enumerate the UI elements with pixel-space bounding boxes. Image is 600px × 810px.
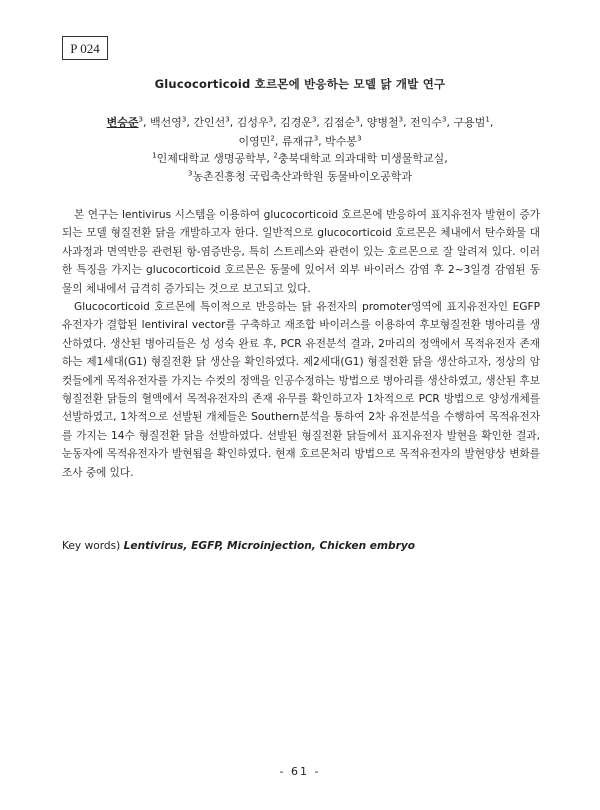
affiliation: 충북대학교 의과대학 미생물학교실,	[277, 152, 448, 165]
author: 이영민	[238, 135, 271, 148]
author-affiliation-mark: 3	[268, 115, 274, 124]
author: 류재규	[281, 135, 314, 148]
affiliation: 농촌진흥청 국립축산과학원 동물바이오공학과	[192, 170, 412, 183]
affiliation-mark: 3	[188, 169, 193, 178]
author: 양병철	[366, 116, 399, 129]
author: 간인선	[193, 116, 226, 129]
author: 백선영	[149, 116, 182, 129]
author-affiliation-mark: 3	[313, 134, 319, 143]
author: 박수봉	[325, 135, 358, 148]
page-number: - 61 -	[279, 765, 321, 778]
author-affiliation-mark: 1	[485, 115, 490, 124]
affiliation-list	[60, 150, 540, 186]
author-affiliation-mark: 3	[181, 115, 187, 124]
author: 전익수	[410, 116, 443, 129]
first-author: 변승준	[106, 116, 139, 129]
abstract-paragraph: Glucocorticoid 호르몬에 특이적으로 반응하는 닭 유전자의 promoter영역에 표지유전자인 EGFP 유전자가 결합된 lentiviral vector를 구축하고 재조합 바이러스를 이용하여 후보형질전환 병아리를 생산하였다. 생산된 병아리들은 성 성숙 완료 후, PCR 유전분석 결과, 2마리의 정액에서 목적유전자 존재하는 제1세대(G1) 형질전환 닭 생산을 확인하였다. 제2세대(G1) 형질전환 닭을 생산하고자, 정상의 암컷들에게 목적유전자를 가지는 수컷의 정액을 인공수정하는 방법으로 병아리를 생산하였고, 생산된 후보형질전환 닭들의 혈액에서 목적유전자의 존재 유무를 확인하고자 1차적으로 PCR 방법으로 양성개체를 선발하였고, 1차적으로 선발된 개체들은 Southern분석을 통하여 2차 유전분석을 수행하여 목적유전자를 가지는 14수 형질전환 닭을 선발하였다. 선발된 형질전환 닭들에서 표지유전자 발현을 확인한 결과, 눈동자에 목적유전자가 발현됨을 확인하였다. 현재 호르몬처리 방법으로 목적유전자의 발현양상 변화를 조사 중에 있다.	[62, 301, 540, 479]
author-affiliation-mark: 3	[311, 115, 317, 124]
affiliation-mark: 2	[273, 151, 278, 160]
affiliation: 인제대학교 생명공학부,	[156, 152, 274, 165]
keywords-values: Lentivirus, EGFP, Microinjection, Chicken embryo	[123, 540, 416, 552]
abstract	[62, 206, 540, 482]
author-affiliation-mark: 3	[442, 115, 447, 124]
author-affiliation-mark: 3	[138, 115, 143, 124]
author: 구용범	[453, 116, 486, 129]
abstract-paragraph: 본 연구는 lentivirus 시스템을 이용하여 glucocorticoid 호르몬에 반응하여 표지유전자 발현이 증가되는 모델 형질전환 닭을 개발하고자 한다. 일반적으로 glucocorticoid 호르몬은 체내에서 탄수화물 대사과정과 면역반응 관련된 항-염증반응, 특히 스트레스와 관련이 있는 호르몬으로 잘 알려져 있다. 이러한 특징을 가지는 glucocorticoid 호르몬은 동물에 있어서 외부 바이러스 감염 후 2~3일경 감염된 동물의 체내에서 급격히 증가되는 것으로 보고되고 있다.	[62, 209, 540, 295]
author-affiliation-mark: 3	[398, 115, 404, 124]
author-affiliation-mark: 2	[270, 134, 275, 143]
author: 김성우	[236, 116, 269, 129]
author-list: 변승준$^3$, 백선영$^3$, 간인선$^3$, 김성우$^3$, 김경운$^3$, 김점순$^3$, 양병철$^3$, 전익수$^3$, 구용범$^1$, 이영민$^2$, 류재규$^3$, 박수봉$^3$	[106, 115, 494, 148]
paper-title: Glucocorticoid 호르몬에 반응하는 모델 닭 개발 연구	[154, 77, 446, 91]
author-affiliation-mark: 3	[355, 115, 360, 124]
author-affiliation-mark: 3	[357, 134, 362, 143]
keywords	[62, 538, 540, 554]
keywords-label: Key words)	[62, 540, 121, 552]
author-affiliation-mark: 3	[225, 115, 230, 124]
author: 김점순	[323, 116, 356, 129]
author: 김경운	[280, 116, 312, 129]
page-id-box: P 024	[62, 36, 108, 60]
affiliation-mark: 1	[152, 151, 157, 160]
